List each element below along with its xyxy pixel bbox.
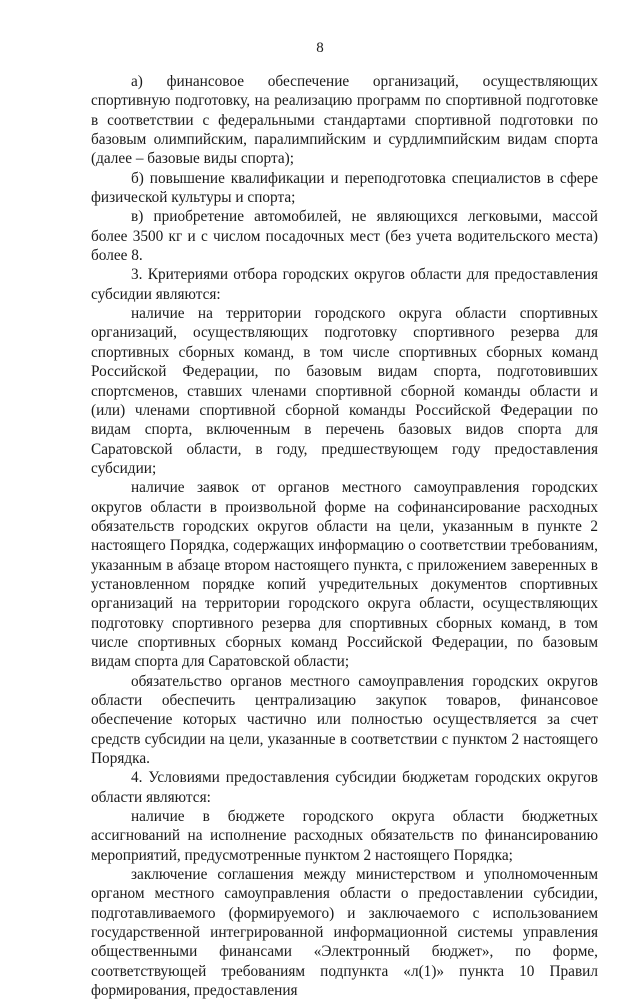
paragraph-criterion-procurement: обязательство органов местного самоуправления городских округов области обеспечить централизацию закупок товаров, финансовое обеспечение которых частично или полностью осуществляется за счет средств субсидии на цели, указанные в соответствии с пунктом 2 настоящего Порядка. bbox=[91, 672, 598, 768]
paragraph-criterion-organizations: наличие на территории городского округа области спортивных организаций, осуществляющих подготовку спортивного резерва для спортивных сборных команд, в том числе спортивных сборных команд Российской Федерации, по базовым видам спорта, подготовивших спортсменов, ставших членами спортивной сборной команды области и (или) членами спортивной сборной команды Российской Федерации по видам спорта, включенным в перечень базовых видов спорта для Саратовской области, в году, предшествующем году предоставления субсидии; bbox=[91, 305, 598, 477]
paragraph-criterion-applications: наличие заявок от органов местного самоуправления городских округов области в произвольной форме на софинансирование расходных обязательств городских округов области на цели, указанным в пункте 2 настоящего Порядка, содержащих информацию о соответствии требованиям, указанным в абзаце втором настоящего пункта, с приложением заверенных в установленном порядке копий учредительных документов спортивных организаций на территории городского округа области, осуществляющих подготовку спортивного резерва для спортивных сборных команд, в том числе спортивных сборных команд Российской Федерации, по базовым видам спорта для Саратовской области; bbox=[91, 479, 598, 671]
paragraph-4-conditions: 4. Условиями предоставления субсидии бюджетам городских округов области являются: bbox=[91, 769, 598, 806]
paragraph-1c-vehicles: в) приобретение автомобилей, не являющихся легковыми, массой более 3500 кг и с числом посадочных мест (без учета водительского места) более 8. bbox=[91, 208, 598, 265]
paragraph-1b-qualification: б) повышение квалификации и переподготовка специалистов в сфере физической культуры и спорта; bbox=[91, 169, 598, 207]
paragraph-condition-budget: наличие в бюджете городского округа области бюджетных ассигнований на исполнение расходных обязательств по финансированию мероприятий, предусмотренные пунктом 2 настоящего Порядка; bbox=[91, 808, 598, 864]
page-number: 8 bbox=[316, 40, 324, 56]
paragraph-1a-financial-support: а) финансовое обеспечение организаций, осуществляющих спортивную подготовку, на реализацию программ по спортивной подготовке в соответствии с федеральными стандартами спортивной подготовки по базовым олимпийским, паралимпийским и сурдлимпийским видам спорта (далее – базовые виды спорта); bbox=[91, 73, 598, 168]
paragraph-condition-agreement: заключение соглашения между министерством и уполномоченным органом местного самоуправления области о предоставлении субсидии, подготавливаемого (формируемого) и заключаемого с использованием государственной интегрированной информационной системы управления общественными финансами «Электронный бюджет», по форме, соответствующей требованиям подпункта «л(1)» пункта 10 Правил формирования, предоставления bbox=[91, 866, 598, 1000]
paragraph-3-selection-criteria: 3. Критериями отбора городских округов области для предоставления субсидии являются: bbox=[91, 266, 598, 303]
document-body bbox=[91, 72, 598, 1001]
